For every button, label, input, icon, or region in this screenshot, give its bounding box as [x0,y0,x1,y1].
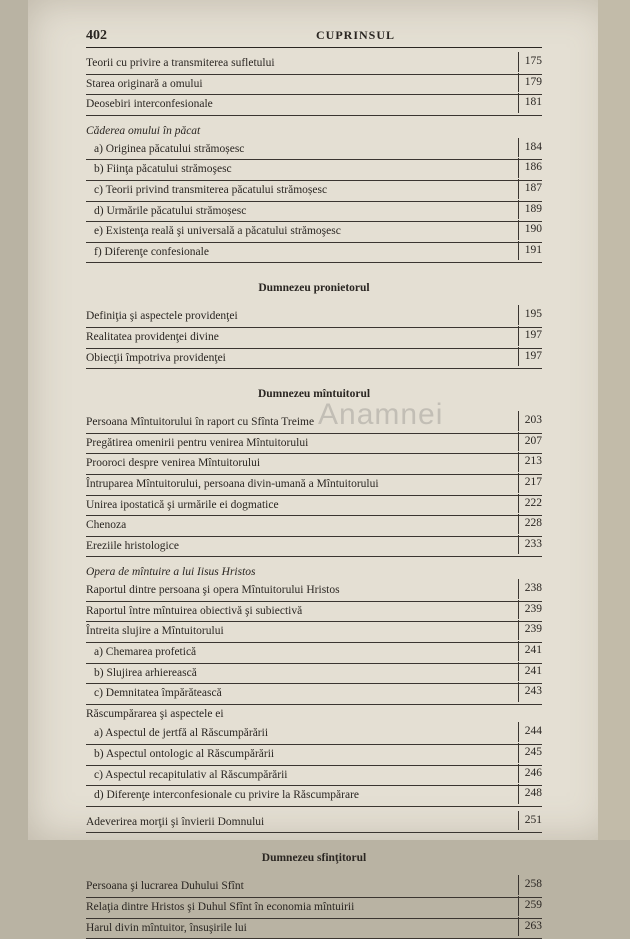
toc-entry-page: 190 [518,220,542,240]
toc-subheading-title: Răscumpărarea şi aspectele ei [86,707,224,720]
toc-entry-page: 241 [518,662,542,682]
toc-entry-title: Persoana Mîntuitorului în raport cu Sfînta Treime [86,416,315,429]
toc-entry-title: a) Chemarea profetică [94,646,197,659]
toc-entry-title: Unirea ipostatică şi urmările ei dogmatice [86,498,279,511]
toc-entry-title: Teorii cu privire a transmiterea sufletului [86,57,275,69]
section-heading: Dumnezeu mîntuitorul [257,388,371,401]
toc-entry[interactable] [86,202,542,223]
toc-entry[interactable] [86,664,542,685]
table-of-contents [86,54,542,939]
toc-entry-page: 263 [518,917,542,937]
toc-entry-page: 243 [518,682,542,702]
toc-entry[interactable] [86,181,542,202]
toc-entry[interactable] [86,413,542,434]
toc-entry-title: a) Originea păcatului strămoșesc [94,142,245,155]
toc-entry[interactable] [86,813,542,834]
toc-entry-title: Raportul dintre persoana şi opera Mîntuitorului Hristos [86,584,340,597]
toc-entry[interactable] [86,724,542,745]
toc-entry-page: 181 [518,93,542,113]
toc-entry-title: Deosebiri interconfesionale [86,98,213,111]
toc-entry-page: 186 [518,158,542,178]
toc-entry-page: 239 [518,600,542,620]
watermark-logo: Anamnei [318,398,444,431]
toc-entry[interactable] [86,243,542,264]
toc-entry[interactable] [86,786,542,807]
toc-entry[interactable] [86,745,542,766]
toc-entry[interactable] [86,602,542,623]
toc-entry-title: c) Aspectul recapitulativ al Răscumpărării [94,768,288,781]
toc-block-1 [86,54,542,263]
toc-group-heading: Opera de mîntuire a lui Iisus Hristos [86,566,256,579]
toc-entry-page: 213 [518,452,542,472]
toc-entry-title: c) Demnitatea împărătească [94,687,222,700]
toc-entry[interactable] [86,140,542,161]
toc-entry-title: e) Existenţa reală şi universală a păcatului strămoşesc [94,225,341,238]
toc-entry-page: 203 [518,411,542,431]
toc-entry[interactable] [86,516,542,537]
toc-group-heading: Căderea omului în păcat [86,124,201,137]
page-number: 402 [86,28,107,43]
toc-entry-page: 217 [518,473,542,493]
toc-entry[interactable] [86,349,542,370]
toc-entry-page: 258 [518,875,542,895]
toc-entry-title: Relaţia dintre Hristos şi Duhul Sfînt în economia mîntuirii [86,901,355,913]
toc-entry-title: b) Aspectul ontologic al Răscumpărării [94,748,275,761]
toc-entry-title: Adeverirea morţii şi învierii Domnului [86,815,265,828]
toc-entry[interactable] [86,95,542,116]
section-heading: Dumnezeu pronietorul [258,282,370,295]
toc-entry-title: Întreita slujire a Mîntuitorului [86,625,224,638]
next-page-edge [598,0,630,840]
toc-entry-page: 251 [518,811,542,831]
toc-entry[interactable] [86,877,542,898]
toc-entry[interactable] [86,766,542,787]
toc-entry-page: 175 [518,52,542,72]
toc-entry-title: Persoana şi lucrarea Duhului Sfînt [86,880,244,893]
toc-entry[interactable] [86,496,542,517]
toc-entry-title: Întruparea Mîntuitorului, persoana divin-umană a Mîntuitorului [86,477,379,490]
toc-entry-title: Realitatea providenţei divine [86,330,219,343]
toc-entry-page: 207 [518,432,542,452]
toc-entry-title: b) Fiinţa păcatului strămoşesc [94,163,232,176]
toc-entry[interactable] [86,307,542,328]
toc-entry-title: Definiţia şi aspectele providenţei [86,310,238,323]
toc-entry[interactable] [86,54,542,75]
section-heading: Dumnezeu sfinţitorul [261,852,367,865]
page-header [86,26,542,48]
toc-entry-title: b) Slujirea arhierească [94,666,197,679]
toc-entry-title: c) Teorii privind transmiterea păcatului strămoșesc [94,183,328,196]
toc-entry-page: 184 [518,138,542,158]
toc-entry-page: 195 [518,305,542,325]
toc-entry-title: Prooroci despre venirea Mîntuitorului [86,457,261,470]
toc-entry-title: a) Aspectul de jertfă al Răscumpărării [94,727,269,740]
toc-entry-page: 222 [518,494,542,514]
toc-entry-page: 189 [518,200,542,220]
toc-entry-title: Chenoza [86,519,127,532]
toc-entry-title: Harul divin mîntuitor, însuşirile lui [86,921,247,934]
toc-entry[interactable] [86,75,542,96]
toc-entry[interactable] [86,581,542,602]
running-title: CUPRINSUL [316,28,396,42]
toc-entry[interactable] [86,328,542,349]
toc-entry-page: 246 [518,764,542,784]
toc-entry[interactable] [86,622,542,643]
toc-entry-page: 197 [518,347,542,367]
toc-entry[interactable] [86,643,542,664]
toc-entry[interactable] [86,222,542,243]
toc-entry[interactable] [86,537,542,558]
toc-entry-title: Pregătirea omenirii pentru venirea Mîntuitorului [86,436,309,449]
toc-entry-page: 245 [518,743,542,763]
toc-section-3 [86,413,542,833]
toc-entry-page: 228 [518,514,542,534]
toc-entry[interactable] [86,684,542,705]
toc-entry[interactable] [86,919,542,939]
toc-entry-page: 244 [518,722,542,742]
toc-entry-page: 239 [518,620,542,640]
toc-entry[interactable] [86,898,542,919]
toc-entry-title: Starea originară a omului [86,77,203,90]
toc-entry-page: 248 [518,784,542,804]
toc-entry[interactable] [86,454,542,475]
toc-entry-page: 238 [518,579,542,599]
toc-subheading [86,705,542,725]
toc-entry-title: d) Urmările păcatului strămoșesc [94,204,247,217]
header-rule [86,47,542,48]
toc-entry-page: 233 [518,535,542,555]
toc-entry-page: 197 [518,326,542,346]
toc-entry[interactable] [86,160,542,181]
toc-entry-page: 241 [518,641,542,661]
toc-entry-title: f) Diferenţe confesionale [94,245,209,258]
toc-entry[interactable] [86,434,542,455]
toc-section-4 [86,877,542,939]
toc-entry-page: 191 [518,241,542,261]
toc-section-2 [86,307,542,369]
toc-entry-title: Ereziile hristologice [86,539,179,552]
toc-entry-title: d) Diferenţe interconfesionale cu privire la Răscumpărare [94,789,360,802]
toc-entry-page: 187 [518,179,542,199]
toc-entry-title: Raportul între mîntuirea obiectivă şi subiectivă [86,604,303,617]
toc-entry[interactable] [86,475,542,496]
toc-entry-page: 259 [518,896,542,916]
toc-entry-page: 179 [518,73,542,93]
toc-entry-title: Obiecţii împotriva providenţei [86,351,226,364]
